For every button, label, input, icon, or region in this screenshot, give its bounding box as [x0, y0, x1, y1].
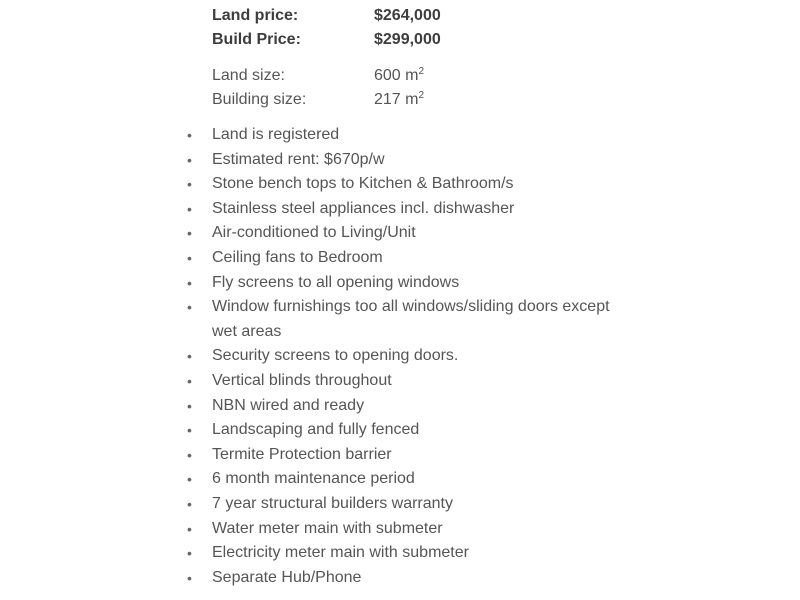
building-size-value [374, 88, 592, 112]
building-size-unit-exponent: 2 [418, 90, 425, 101]
bullet-icon: • [187, 176, 192, 193]
feature-list-item [187, 492, 627, 517]
feature-text: Stainless steel appliances incl. dishwasher [212, 199, 515, 217]
land-size-label: Land size: [212, 67, 285, 84]
feature-list-item [187, 467, 627, 492]
feature-text: Landscaping and fully fenced [212, 421, 420, 439]
price-and-size-table [212, 4, 592, 112]
feature-list-item [187, 221, 627, 246]
feature-text: Termite Protection barrier [212, 445, 392, 463]
feature-text: Separate Hub/Phone [212, 568, 362, 586]
feature-list-item [187, 197, 627, 222]
bullet-icon: • [187, 520, 192, 537]
bullet-icon: • [187, 348, 192, 365]
feature-list-item [187, 443, 627, 468]
feature-list-item [187, 246, 627, 271]
feature-text: Electricity meter main with submeter [212, 544, 469, 562]
land-size-unit-exponent: 2 [418, 66, 425, 77]
building-size-label: Building size: [212, 91, 307, 108]
bullet-icon: • [187, 422, 192, 439]
bullet-icon: • [187, 151, 192, 168]
feature-list-item [187, 172, 627, 197]
bullet-icon: • [187, 127, 192, 143]
feature-text: Fly screens to all opening windows [212, 273, 460, 291]
build-price-value: $299,000 [374, 31, 441, 48]
feature-text: Security screens to opening doors. [212, 347, 459, 365]
feature-text: Air-conditioned to Living/Unit [212, 224, 416, 242]
feature-text: 6 month maintenance period [212, 470, 415, 488]
feature-text: Window furnishings too all windows/sliding doors except wet areas [212, 298, 610, 340]
feature-text: NBN wired and ready [212, 396, 365, 414]
bullet-icon: • [187, 249, 192, 266]
bullet-icon: • [187, 225, 192, 242]
feature-list-item [187, 344, 627, 369]
bullet-icon: • [187, 495, 192, 512]
build-price-label: Build Price: [212, 31, 301, 48]
feature-list-item [187, 566, 627, 591]
bullet-icon: • [187, 446, 192, 463]
feature-text: Water meter main with submeter [212, 519, 443, 537]
feature-list-item [187, 295, 627, 344]
feature-text: Estimated rent: $670p/w [212, 150, 385, 168]
land-size-value [374, 64, 592, 88]
building-size-row [212, 88, 592, 112]
feature-list-item [187, 369, 627, 394]
bullet-icon: • [187, 397, 192, 414]
land-price-row [212, 4, 592, 28]
land-size-row [212, 64, 592, 88]
feature-list-item [187, 517, 627, 542]
building-size-number: 217 m [374, 91, 419, 108]
land-size-number: 600 m [374, 67, 419, 84]
bullet-icon: • [187, 471, 192, 488]
feature-list-item [187, 123, 627, 148]
land-price-value: $264,000 [374, 7, 441, 24]
bullet-icon: • [187, 200, 192, 217]
feature-text: Ceiling fans to Bedroom [212, 248, 383, 266]
feature-list-item [187, 148, 627, 173]
feature-list [187, 123, 627, 590]
feature-text: Vertical blinds throughout [212, 371, 392, 389]
bullet-icon: • [187, 569, 192, 586]
bullet-icon: • [187, 545, 192, 562]
feature-list-item [187, 418, 627, 443]
bullet-icon: • [187, 274, 192, 291]
feature-text: Land is registered [212, 126, 340, 143]
feature-text: Stone bench tops to Kitchen & Bathroom/s [212, 175, 514, 193]
feature-list-item [187, 394, 627, 419]
bullet-icon: • [187, 372, 192, 389]
land-price-label: Land price: [212, 7, 299, 24]
feature-list-item [187, 271, 627, 296]
feature-list-item [187, 541, 627, 566]
feature-text: 7 year structural builders warranty [212, 494, 453, 512]
build-price-row [212, 28, 592, 52]
bullet-icon: • [187, 299, 192, 316]
